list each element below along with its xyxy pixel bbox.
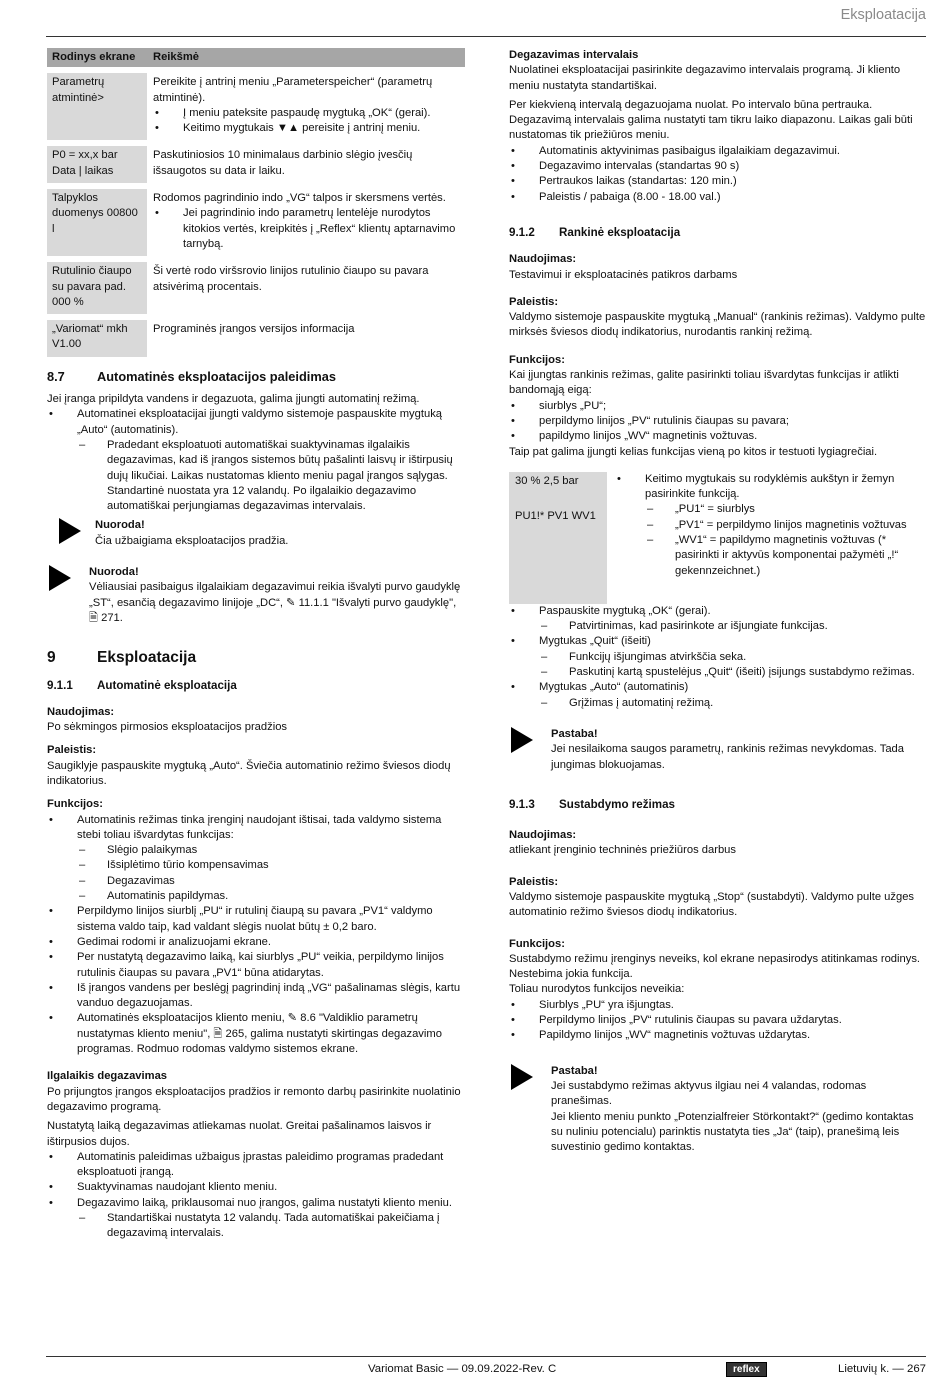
list-item <box>509 604 927 635</box>
list-item: • Gedimai rodomi ir analizuojami ekrane. <box>47 935 465 950</box>
manual-display-table <box>509 472 927 604</box>
label: Funkcijos: <box>509 353 565 366</box>
list-item: • Automatinės eksploatacijos kliento meniu, ✎ 8.6 "Valdiklio parametrų nustatymas kliento meniu", 🗎 265, galima nustatyti skirtingas degazavimo programas. Rodmuo rodomas valdymo sistemos ekrane. <box>47 1011 465 1057</box>
list-item: • Suaktyvinamas naudojant kliento meniu. <box>47 1180 465 1195</box>
dash-item: – „WV1“ = papildymo magnetinis vožtuvas (* pasirinkti ir aktyvūs komponentai pažymėti „!“ gekennzeichnet.) <box>645 533 927 579</box>
note-arrow-icon <box>511 1064 533 1090</box>
paragraph: Valdymo sistemoje paspauskite mygtuką „Manual“ (rankinis režimas). Valdymo pulte mirksės šviesos diodų indikatorius, nurodantis rankinį režimą. <box>509 311 926 339</box>
note-title: Nuoroda! <box>95 519 145 532</box>
paragraph: Sustabdymo režimu įrenginys neveiks, kol ekrane nepasirodys atitinkamas rodinys. Nestebima jokia funkcija. <box>509 952 921 981</box>
list-item-text: Automatinei eksploatacijai įjungti valdymo sistemoje paspauskite mygtuką „Auto“ (automatinis). <box>77 408 443 436</box>
subsection-number: 9.1.1 <box>47 678 73 692</box>
list-item <box>509 680 927 711</box>
display-description <box>607 472 927 604</box>
row-value: Programinės įrangos versijos informacija <box>153 323 355 336</box>
list-item <box>509 634 927 680</box>
subsection-title: Automatinė eksploatacija <box>97 678 237 692</box>
list-item <box>47 813 465 905</box>
table-row <box>47 262 465 314</box>
paragraph: Per kiekvieną intervalą degazuojama nuolat. Po intervalo būna pertrauka. Degazavimą intervalais galima nustatyti tam tikru laiko diapazonu. Laikas gali būti nustatomas tik priežiūros meniu. <box>509 98 913 142</box>
list-item: • Automatinis aktyvinimas pasibaigus ilgalaikiam degazavimui. <box>509 144 927 159</box>
section-number: 8.7 <box>47 368 65 384</box>
list-item-text: Keitimo mygtukais su rodyklėmis aukštyn ir žemyn pasirinkite funkciją. <box>645 472 895 501</box>
label: Naudojimas: <box>47 705 115 718</box>
reflex-logo: reflex <box>726 1362 767 1377</box>
list-item-text: Mygtukas „Auto“ (automatinis) <box>539 681 689 694</box>
subsection-title: Sustabdymo režimas <box>559 797 675 811</box>
paragraph: Nuolatinei eksploatacijai pasirinkite degazavimo intervalais programą. Ji kliento meniu nustatyta standartiškai. <box>509 64 901 92</box>
chapter-number: 9 <box>47 649 56 667</box>
list-item: • Perpildymo linijos siurblį „PU“ ir rutulinį čiaupą su pavara „PV1“ valdymo sistema valdo taip, kad valdant slėgis nuolat būtų ± 0,2 baro. <box>47 904 465 935</box>
chapter-heading <box>47 650 465 665</box>
table-row <box>47 189 465 256</box>
list-item-text: Mygtukas „Quit“ (išeiti) <box>539 635 651 648</box>
left-column <box>47 48 465 1242</box>
label: Paleistis: <box>509 295 559 308</box>
label: Naudojimas: <box>509 253 577 266</box>
table-row <box>47 146 465 183</box>
list-item: • perpildymo linijos „PV“ rutulinis čiaupas su pavara; <box>509 414 927 429</box>
note-box <box>509 727 927 773</box>
block-title: Ilgalaikis degazavimas <box>47 1070 168 1083</box>
dash-item: – „PV1“ = perpildymo linijos magnetinis vožtuvas <box>645 518 927 533</box>
paragraph: Po prijungtos įrangos eksploatacijos pradžios ir remonto darbų pasirinkite nuolatinio degazavimo programą. <box>47 1085 461 1113</box>
subsection-heading <box>509 797 927 812</box>
note-text: Vėliausiai pasibaigus ilgalaikiam degazavimui reikia išvalyti purvo gaudyklę „ST“, esančią degazavimo linijoje „DC“, ✎ 11.1.1 "Išvalyti purvo gaudyklę", 🗎 271. <box>89 581 461 624</box>
paragraph: Jei įranga pripildyta vandens ir degazuota, galima įjungti automatinį režimą. <box>47 393 420 406</box>
paragraph: Nustatytą laiką degazavimas atliekamas nuolat. Greitai pašalinamos laisvos ir ištirpusios dujos. <box>47 1120 432 1148</box>
row-key: P0 = xx,x bar Data | laikas <box>47 146 147 183</box>
list-item: • Per nustatytą degazavimo laiką, kai siurblys „PU“ veikia, perpildymo linijos rutulinis čiaupas su pavara „PV1“ būna atidarytas. <box>47 950 465 981</box>
running-header: Eksploatacija <box>840 7 926 23</box>
note-title: Pastaba! <box>551 727 598 740</box>
parameter-table <box>47 48 465 357</box>
dash-item: – Slėgio palaikymas <box>77 843 465 858</box>
row-text: Pereikite į antrinį meniu „Parameterspeicher“ (parametrų atmintinė). <box>153 76 433 104</box>
note-text: Jei kliento meniu punkto „Potenzialfreier Störkontakt?“ (gedimo kontaktas su nuliniu potencialu) parinktis nustatyta ties „Ja“ (taip), pranešimą leis suvestinio gedimo kontaktas. <box>551 1110 914 1154</box>
list-item: • siurblys „PU“; <box>509 399 927 414</box>
display-line: 30 % 2,5 bar <box>515 474 579 487</box>
row-key: Rutulinio čiaupo su pavara pad. 000 % <box>47 262 147 314</box>
table-row <box>47 73 465 140</box>
paragraph: Toliau nurodytos funkcijos neveikia: <box>509 983 685 996</box>
footer-doc-info: Variomat Basic — 09.09.2022-Rev. C <box>368 1363 557 1375</box>
dash-item: – Degazavimas <box>77 874 465 889</box>
dash-item: – Pradedant eksploatuoti automatiškai suaktyvinamas ilgalaikis degazavimas, kad iš įrangos sistemos būtų pašalinti laisvų ir ištirpusių dujų likučiai. Laikas nustatomas kliento meniu pagal įrangos sąlygas. Standartinė nuostata yra 12 valandų. Po ilgalaikio degazavimo automatiškai perjungiamas degazavimas intervalais. <box>77 438 465 514</box>
subsection-heading <box>509 225 927 240</box>
row-text: Rodomos pagrindinio indo „VG“ talpos ir skersmens vertės. <box>153 192 446 205</box>
paragraph: Taip pat galima įjungti kelias funkcijas vieną po kitos ir testuoti lygiagrečiai. <box>509 445 878 458</box>
footer-page-number: Lietuvių k. — 267 <box>837 1363 926 1375</box>
dash-item: – Patvirtinimas, kad pasirinkote ar išjungiate funkcijas. <box>539 619 927 634</box>
paragraph: atliekant įrenginio techninės priežiūros darbus <box>509 844 736 857</box>
display-line: PU1!* PV1 WV1 <box>515 510 596 523</box>
chapter-title: Eksploatacija <box>97 649 197 667</box>
note-text: Jei sustabdymo režimas aktyvus ilgiau nei 4 valandas, rodomas pranešimas. <box>551 1079 867 1108</box>
list-item <box>47 407 465 514</box>
note-arrow-icon <box>59 518 81 544</box>
col-screen-header: Rodinys ekrane <box>47 48 147 67</box>
right-column <box>509 48 927 1155</box>
dash-item: – Išsiplėtimo tūrio kompensavimas <box>77 858 465 873</box>
subsection-number: 9.1.2 <box>509 225 535 239</box>
list-item <box>47 1196 465 1242</box>
label: Funkcijos: <box>509 937 565 950</box>
note-arrow-icon <box>511 727 533 753</box>
dash-item: – Grįžimas į automatinį režimą. <box>539 696 927 711</box>
note-arrow-icon <box>49 565 71 591</box>
list-item-text: Degazavimo laiką, priklausomai nuo įrangos, galima nustatyti kliento meniu. <box>77 1196 452 1209</box>
list-item: • Siurblys „PU“ yra išjungtas. <box>509 998 927 1013</box>
list-item: • Į meniu pateksite paspaudę mygtuką „OK“ (gerai). <box>153 106 460 121</box>
row-key: Parametrų atmintinė> <box>47 73 147 140</box>
row-value: Ši vertė rodo viršsrovio linijos rutulinio čiaupo su pavara atsivėrimą procentais. <box>153 265 429 293</box>
note-text: Čia užbaigiama eksploatacijos pradžia. <box>95 534 289 547</box>
list-item: • Iš įrangos vandens per beslėgį pagrindinį indą „VG“ pašalinamas slėgis, kartu vanduo degazuojamas. <box>47 981 465 1012</box>
paragraph: Testavimui ir eksploatacinės patikros darbams <box>509 268 738 281</box>
list-item: • Paleistis / pabaiga (8.00 - 18.00 val.) <box>509 190 927 205</box>
note-title: Nuoroda! <box>89 566 139 579</box>
dash-item: – „PU1“ = siurblys <box>645 502 927 517</box>
note-box <box>47 518 465 549</box>
footer-rule <box>46 1356 926 1357</box>
note-text: Jei nesilaikoma saugos parametrų, rankinis režimas nevykdomas. Tada jungimas blokuojamas. <box>551 743 904 771</box>
subsection-heading <box>47 678 465 693</box>
table-row <box>47 320 465 357</box>
row-value: Paskutiniosios 10 minimalaus darbinio slėgio įvesčių išsaugotos su data ir laiku. <box>153 149 413 177</box>
subsection-number: 9.1.3 <box>509 797 535 811</box>
label: Paleistis: <box>509 875 559 888</box>
col-meaning-header: Reikšmė <box>147 48 465 67</box>
section-title: Automatinės eksploatacijos paleidimas <box>97 368 336 384</box>
section-heading <box>47 369 465 384</box>
list-item: • Keitimo mygtukais ▼▲ pereisite į antrinį meniu. <box>153 121 460 136</box>
note-box <box>509 1064 927 1156</box>
list-item: • papildymo linijos „WV“ magnetinis vožtuvas. <box>509 429 927 444</box>
paragraph: Kai įjungtas rankinis režimas, galite pasirinkti toliau išvardytas funkcijas ir atlikti bandomąją eigą: <box>509 369 899 397</box>
subsection-title: Rankinė eksploatacija <box>559 225 681 239</box>
list-item: • Degazavimo intervalas (standartas 90 s) <box>509 159 927 174</box>
list-item: • Pertraukos laikas (standartas: 120 min.) <box>509 174 927 189</box>
dash-item: – Funkcijų išjungimas atvirkščia seka. <box>539 650 927 665</box>
row-value <box>147 189 465 256</box>
table-header-row <box>47 48 465 67</box>
dash-item: – Paskutinį kartą spustelėjus „Quit“ (išeiti) įsijungs sustabdymo režimas. <box>539 665 927 680</box>
label: Paleistis: <box>47 744 97 757</box>
row-value <box>147 73 465 140</box>
list-item: • Automatinis paleidimas užbaigus įprastas paleidimo programas pradedant eksploatuoti įrangą. <box>47 1150 465 1181</box>
row-key: „Variomat“ mkh V1.00 <box>47 320 147 357</box>
list-item-text: Paspauskite mygtuką „OK“ (gerai). <box>539 604 711 617</box>
block-title: Degazavimas intervalais <box>509 49 639 61</box>
label: Naudojimas: <box>509 829 577 842</box>
list-item: • Papildymo linijos „WV“ magnetinis vožtuvas uždarytas. <box>509 1028 927 1043</box>
list-item-text: Automatinis režimas tinka įrenginį naudojant ištisai, tada valdymo sistema stebi toliau išvardytas funkcijas: <box>77 813 442 841</box>
header-rule <box>46 36 926 37</box>
paragraph: Po sėkmingos pirmosios eksploatacijos pradžios <box>47 721 288 734</box>
dash-item: – Automatinis papildymas. <box>77 889 465 904</box>
dash-item: – Standartiškai nustatyta 12 valandų. Tada automatiškai pakeičiama į degazavimą intervalais. <box>77 1211 465 1242</box>
paragraph: Valdymo sistemoje paspauskite mygtuką „Stop“ (sustabdyti). Valdymo pulte užges automatinio režimo šviesos diodų indikatorius. <box>509 890 915 919</box>
note-box <box>47 565 465 626</box>
list-item <box>615 472 927 579</box>
label: Funkcijos: <box>47 798 103 811</box>
display-readout <box>509 472 607 604</box>
list-item: • Jei pagrindinio indo parametrų lentelėje nurodytos kitokios vertės, kreipkitės į „Reflex“ klientų aptarnavimo tarnybą. <box>153 206 460 252</box>
row-key: Talpyklos duomenys 00800 l <box>47 189 147 256</box>
note-title: Pastaba! <box>551 1064 598 1077</box>
list-item: • Perpildymo linijos „PV“ rutulinis čiaupas su pavara uždarytas. <box>509 1013 927 1028</box>
paragraph: Saugiklyje paspauskite mygtuką „Auto“. Šviečia automatinio režimo šviesos diodų indikatorius. <box>47 759 451 787</box>
